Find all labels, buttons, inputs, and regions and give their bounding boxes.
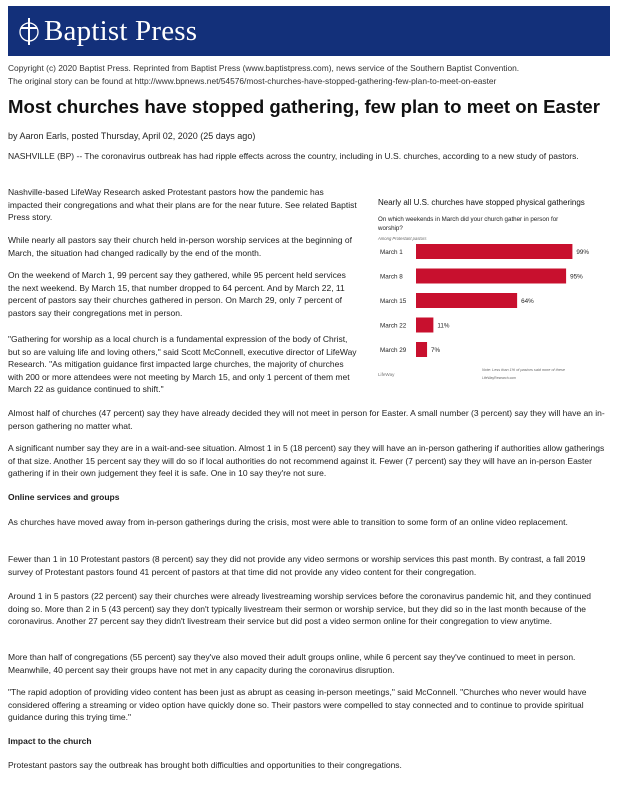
site-title: Baptist Press xyxy=(44,14,198,47)
chart-value-label: 64% xyxy=(521,297,534,305)
paragraph-7: A significant number say they are in a wait-and-see situation. Almost 1 in 5 (18 percent) say they will have an in-person gathering if authorities allow gatherings of that size. Another 15 percent say they will do so if local authorities do not recommend against it. Fewer (7 percent) say they will have an in-person Easter gathering if in their own judgement they feel it is safe. One in 10 say they're not sure. xyxy=(8,443,605,479)
chart-footnote: Note: Less than 1% of pastors said none of these xyxy=(482,368,565,372)
paragraph-1: NASHVILLE (BP) -- The coronavirus outbreak has had ripple effects across the country, including in U.S. churches, according to a new study of pastors. xyxy=(8,151,579,161)
paragraph-2: Nashville-based LifeWay Research asked Protestant pastors how the pandemic has impacted their congregations and what their plans are for the near future. See related Baptist Press story. xyxy=(8,187,357,223)
section-heading-impact: Impact to the church xyxy=(8,736,92,746)
chart-category-label: March 22 xyxy=(380,322,407,330)
chart-value-label: 95% xyxy=(570,273,583,281)
chart-value-label: 99% xyxy=(576,248,590,256)
copyright-line: Copyright (c) 2020 Baptist Press. Reprinted from Baptist Press (www.baptistpress.com), news service of the Southern Baptist Convention. xyxy=(8,63,520,73)
paragraph-9: Fewer than 1 in 10 Protestant pastors (8 percent) say they did not provide any video sermons or worship services this past month. By contrast, a fall 2019 survey of Protestant pastors found 41 percent of pastors at that time did not provide any video content for their congregation. xyxy=(8,554,586,577)
cross-globe-icon xyxy=(18,16,40,46)
paragraph-6: Almost half of churches (47 percent) say they have already decided they will not meet in person for Easter. A small number (3 percent) say they will have an in-person gathering no matter what. xyxy=(8,408,605,431)
chart-category-label: March 29 xyxy=(380,346,407,354)
chart-value-label: 11% xyxy=(437,322,450,330)
paragraph-4: On the weekend of March 1, 99 percent say they gathered, while 95 percent held services the next weekend. By March 15, that number dropped to 64 percent. And by March 22, 11 percent of pastors say their churches gathered in person. On March 29, only 7 percent of pastors say their congregations met in person. xyxy=(8,270,346,318)
paragraph-13: Protestant pastors say the outbreak has brought both difficulties and opportunities to their congregations. xyxy=(8,760,402,770)
chart-category-label: March 15 xyxy=(380,297,407,305)
chart-value-label: 7% xyxy=(431,346,441,354)
chart-logo: LifeWay xyxy=(378,372,395,377)
chart-subtitle: On which weekends in March did your church gather in person for worship? xyxy=(378,216,559,232)
section-heading-online: Online services and groups xyxy=(8,492,120,502)
paragraph-8: As churches have moved away from in-person gatherings during the crisis, most were able to transition to some form of an online video replacement. xyxy=(8,517,568,527)
paragraph-10: Around 1 in 5 pastors (22 percent) say their churches were already livestreaming worship services before the coronavirus pandemic hit, and they continued doing so. More than 2 in 5 (43 percent) say they don't typically livestream their sermon or worship service, but they did so in the last month because of the coronavirus. Another 27 percent say they didn't livestream their service but did post a video sermon online for their congregation to view anytime. xyxy=(8,591,592,627)
chart-source: LifeWayResearch.com xyxy=(482,376,516,380)
chart-bar xyxy=(416,269,566,284)
paragraph-5: "Gathering for worship as a local church is a fundamental expression of the body of Christ, but so are valuing life and loving others," said Scott McConnell, executive director of LifeWay Research. "As mitigation guidance first impacted large churches, the majority of churches with 200 or more attendees were not meeting by March 15, and only 1 percent of them met March 22 as guidance continued to shift." xyxy=(8,334,357,395)
site-banner xyxy=(8,6,610,56)
chart-bar xyxy=(416,293,517,308)
chart-bar xyxy=(416,244,572,259)
chart-category-label: March 1 xyxy=(380,248,403,256)
chart-plot xyxy=(372,240,612,364)
original-story-link[interactable]: The original story can be found at http://www.bpnews.net/54576/most-churches-have-stopped-gathering-few-plan-to-meet-on-easter xyxy=(8,76,497,86)
chart-bar xyxy=(416,342,427,357)
article-byline: by Aaron Earls, posted Thursday, April 02, 2020 (25 days ago) xyxy=(8,131,256,141)
chart-title: Nearly all U.S. churches have stopped physical gatherings xyxy=(378,198,585,207)
chart-category-label: March 8 xyxy=(380,273,403,281)
article-title: Most churches have stopped gathering, few plan to meet on Easter xyxy=(8,96,601,117)
copyright-notice xyxy=(8,62,608,88)
paragraph-11: More than half of congregations (55 percent) say they've also moved their adult groups online, while 6 percent say they've continued to meet in person. Meanwhile, 40 percent say their groups have not met in any capacity during the coronavirus disruption. xyxy=(8,652,576,675)
chart-population-note: Among Protestant pastors xyxy=(378,236,427,241)
paragraph-12: "The rapid adoption of providing video content has been just as abrupt as ceasing in-person meetings," said McConnell. "Churches who never would have considered offering a streaming or video option have quickly done so. Their pastors were compelled to stay connected and to continue to provide spiritual guidance during this trying time." xyxy=(8,687,587,723)
chart-bar xyxy=(416,318,433,333)
paragraph-3: While nearly all pastors say their church held in-person worship services at the beginning of March, the situation had changed radically by the end of the month. xyxy=(8,235,352,258)
gatherings-chart xyxy=(372,192,612,392)
